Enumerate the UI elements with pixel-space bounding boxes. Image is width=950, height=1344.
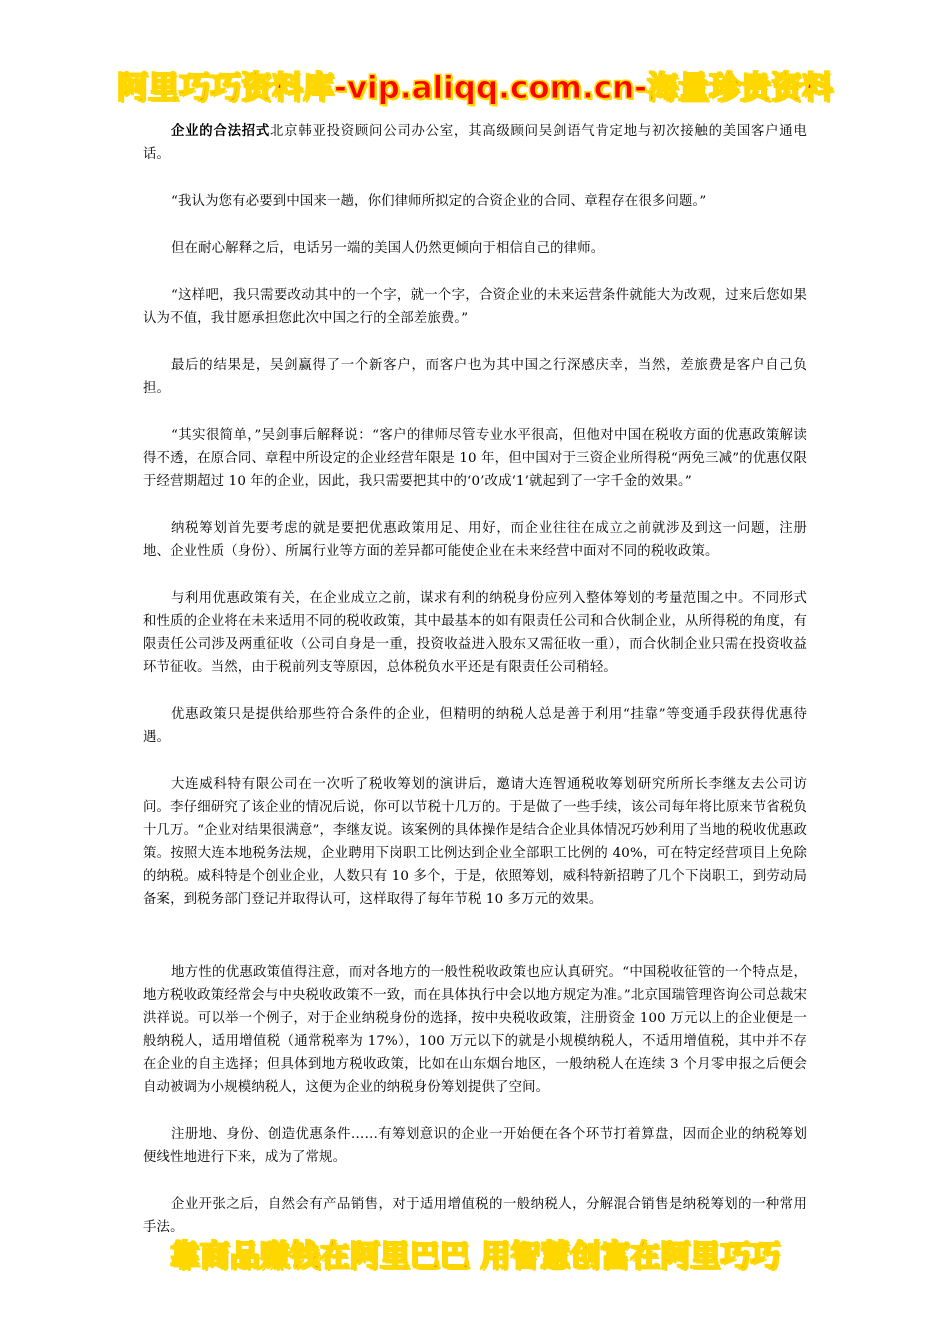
- paragraph-1: [143, 120, 807, 166]
- footer-banner: 靠商品赚钱在阿里巴巴 用智慧创富在阿里巧巧: [169, 1239, 781, 1274]
- paragraph-4: “这样吧，我只需要改动其中的一个字，就一个字，合资企业的未来运营条件就能大为改观，过来后您如果认为不值，我甘愿承担您此次中国之行的全部差旅费。”: [143, 288, 807, 326]
- paragraph-10: 大连威科特有限公司在一次听了税收筹划的演讲后，邀请大连智通税收筹划研究所所长李继友去公司访问。李仔细研究了该企业的情况后说，你可以节税十几万的。于是做了一些手续，该公司每年将比原来节省税负十几万。“企业对结果很满意”，李继友说。该案例的具体操作是结合企业具体情况巧妙利用了当地的税收优惠政策。按照大连本地税务法规，企业聘用下岗职工比例达到企业全部职工比例的 40%，可在特定经营项目上免除的纳税。威科特是个创业企业，人数只有 10 多个，于是，依照筹划，威科特新招聘了几个下岗职工，到劳动局备案，到税务部门登记并取得认可，这样取得了每年节税 10 多万元的效果。: [143, 777, 807, 907]
- paragraph-13: 企业开张之后，自然会有产品销售，对于适用增值税的一般纳税人，分解混合销售是纳税筹划的一种常用手法。: [143, 1197, 807, 1235]
- paragraph-11: 地方性的优惠政策值得注意，而对各地方的一般性税收政策也应认真研究。“中国税收征管的一个特点是，地方税收政策经常会与中央税收政策不一致，而在具体执行中会以地方规定为准。”北京国瑞管理咨询公司总裁宋洪祥说。可以举一个例子，对于企业纳税身份的选择，按中央税收政策，注册资金 100 万元以上的企业便是一般纳税人，适用增值税（通常税率为 17%），100 万元以下的就是小规模纳税人，不适用增值税，其中并不存在企业的自主选择；但具体到地方税收政策，比如在山东烟台地区，一般纳税人在连续 3 个月零申报之后便会自动被调为小规模纳税人，这便为企业的纳税身份筹划提供了空间。: [143, 965, 807, 1095]
- paragraph-2: “我认为您有必要到中国来一趟，你们律师所拟定的合资企业的合同、章程存在很多问题。”: [171, 194, 707, 209]
- article-body: [143, 120, 807, 1263]
- paragraph-12: 注册地、身份、创造优惠条件……有筹划意识的企业一开始便在各个环节打着算盘，因而企业的纳税筹划便线性地进行下来，成为了常规。: [143, 1127, 807, 1165]
- paragraph-3: 但在耐心解释之后，电话另一端的美国人仍然更倾向于相信自己的律师。: [171, 241, 605, 256]
- paragraph-5: 最后的结果是，吴剑赢得了一个新客户，而客户也为其中国之行深感庆幸，当然，差旅费是客户自己负担。: [143, 358, 807, 396]
- paragraph-6: “其实很简单，”吴剑事后解释说：“客户的律师尽管专业水平很高，但他对中国在税收方面的优惠政策解读得不透，在原合同、章程中所设定的企业经营年限是 10 年，但中国对于三资企业所得税“两免三减”的优惠仅限于经营期超过 10 年的企业，因此，我只需要把其中的‘0’改成‘1’就起到了一字千金的效果。”: [143, 428, 807, 489]
- article-lead-title: 企业的合法招式: [171, 123, 271, 139]
- paragraph-9: 优惠政策只是提供给那些符合条件的企业，但精明的纳税人总是善于利用“挂靠”等变通手段获得优惠待遇。: [143, 707, 807, 745]
- paragraph-7: 纳税筹划首先要考虑的就是要把优惠政策用足、用好，而企业往往在成立之前就涉及到这一问题，注册地、企业性质（身份）、所属行业等方面的差异都可能使企业在未来经营中面对不同的税收政策。: [143, 521, 807, 559]
- header-banner: 阿里巧巧资料库-vip.aliqq.com.cn-海量珍贵资料: [116, 70, 834, 106]
- paragraph-8: 与利用优惠政策有关，在企业成立之前，谋求有利的纳税身份应列入整体筹划的考量范围之中。不同形式和性质的企业将在未来适用不同的税收政策，其中最基本的如有限责任公司和合伙制企业，从所得税的角度，有限责任公司涉及两重征收（公司自身是一重，投资收益进入股东又需征收一重），而合伙制企业只需在投资收益环节征收。当然，由于税前列支等原因，总体税负水平还是有限责任公司稍轻。: [143, 591, 807, 675]
- paragraph-1-text: 北京韩亚投资顾问公司办公室，其高级顾问吴剑语气肯定地与初次接触的美国客户通电话。: [143, 124, 807, 162]
